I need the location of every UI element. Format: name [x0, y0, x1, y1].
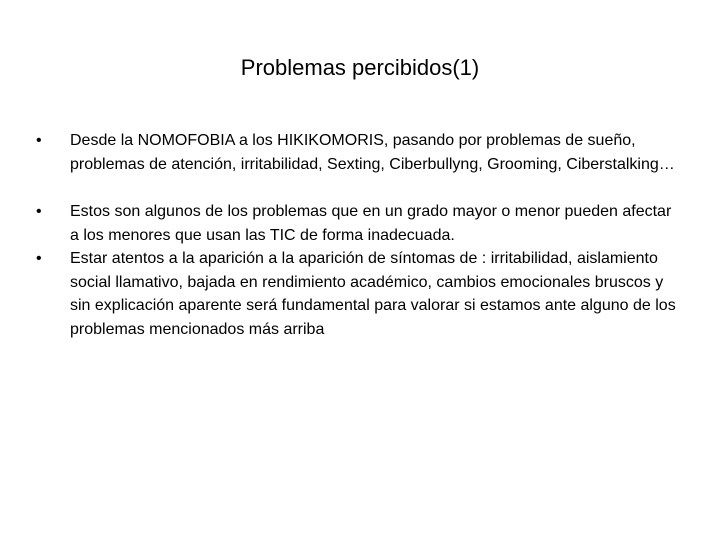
bullet-dot-icon: •	[36, 203, 42, 220]
bullet-text: Desde la NOMOFOBIA a los HIKIKOMORIS, pasando por problemas de sueño, problemas de atención, irritabilidad, Sexting, Ciberbullyng, Grooming, Ciberstalking…	[70, 132, 675, 173]
bullet-item	[36, 129, 676, 176]
slide-title: Problemas percibidos(1)	[240, 55, 480, 80]
bullet-list	[36, 129, 676, 341]
bullet-item	[36, 247, 676, 341]
bullet-dot-icon: •	[36, 132, 42, 149]
bullet-text: Estos son algunos de los problemas que en un grado mayor o menor pueden afectar a los menores que usan las TIC de forma inadecuada.	[70, 203, 672, 244]
bullet-text: Estar atentos a la aparición a la aparición de síntomas de : irritabilidad, aislamiento social llamativo, bajada en rendimiento académico, cambios emocionales bruscos y sin explicación aparente será fundamental para valorar si estamos ante alguno de los problemas mencionados más arriba	[70, 250, 676, 338]
bullet-item	[36, 200, 676, 247]
bullet-dot-icon: •	[36, 250, 42, 267]
